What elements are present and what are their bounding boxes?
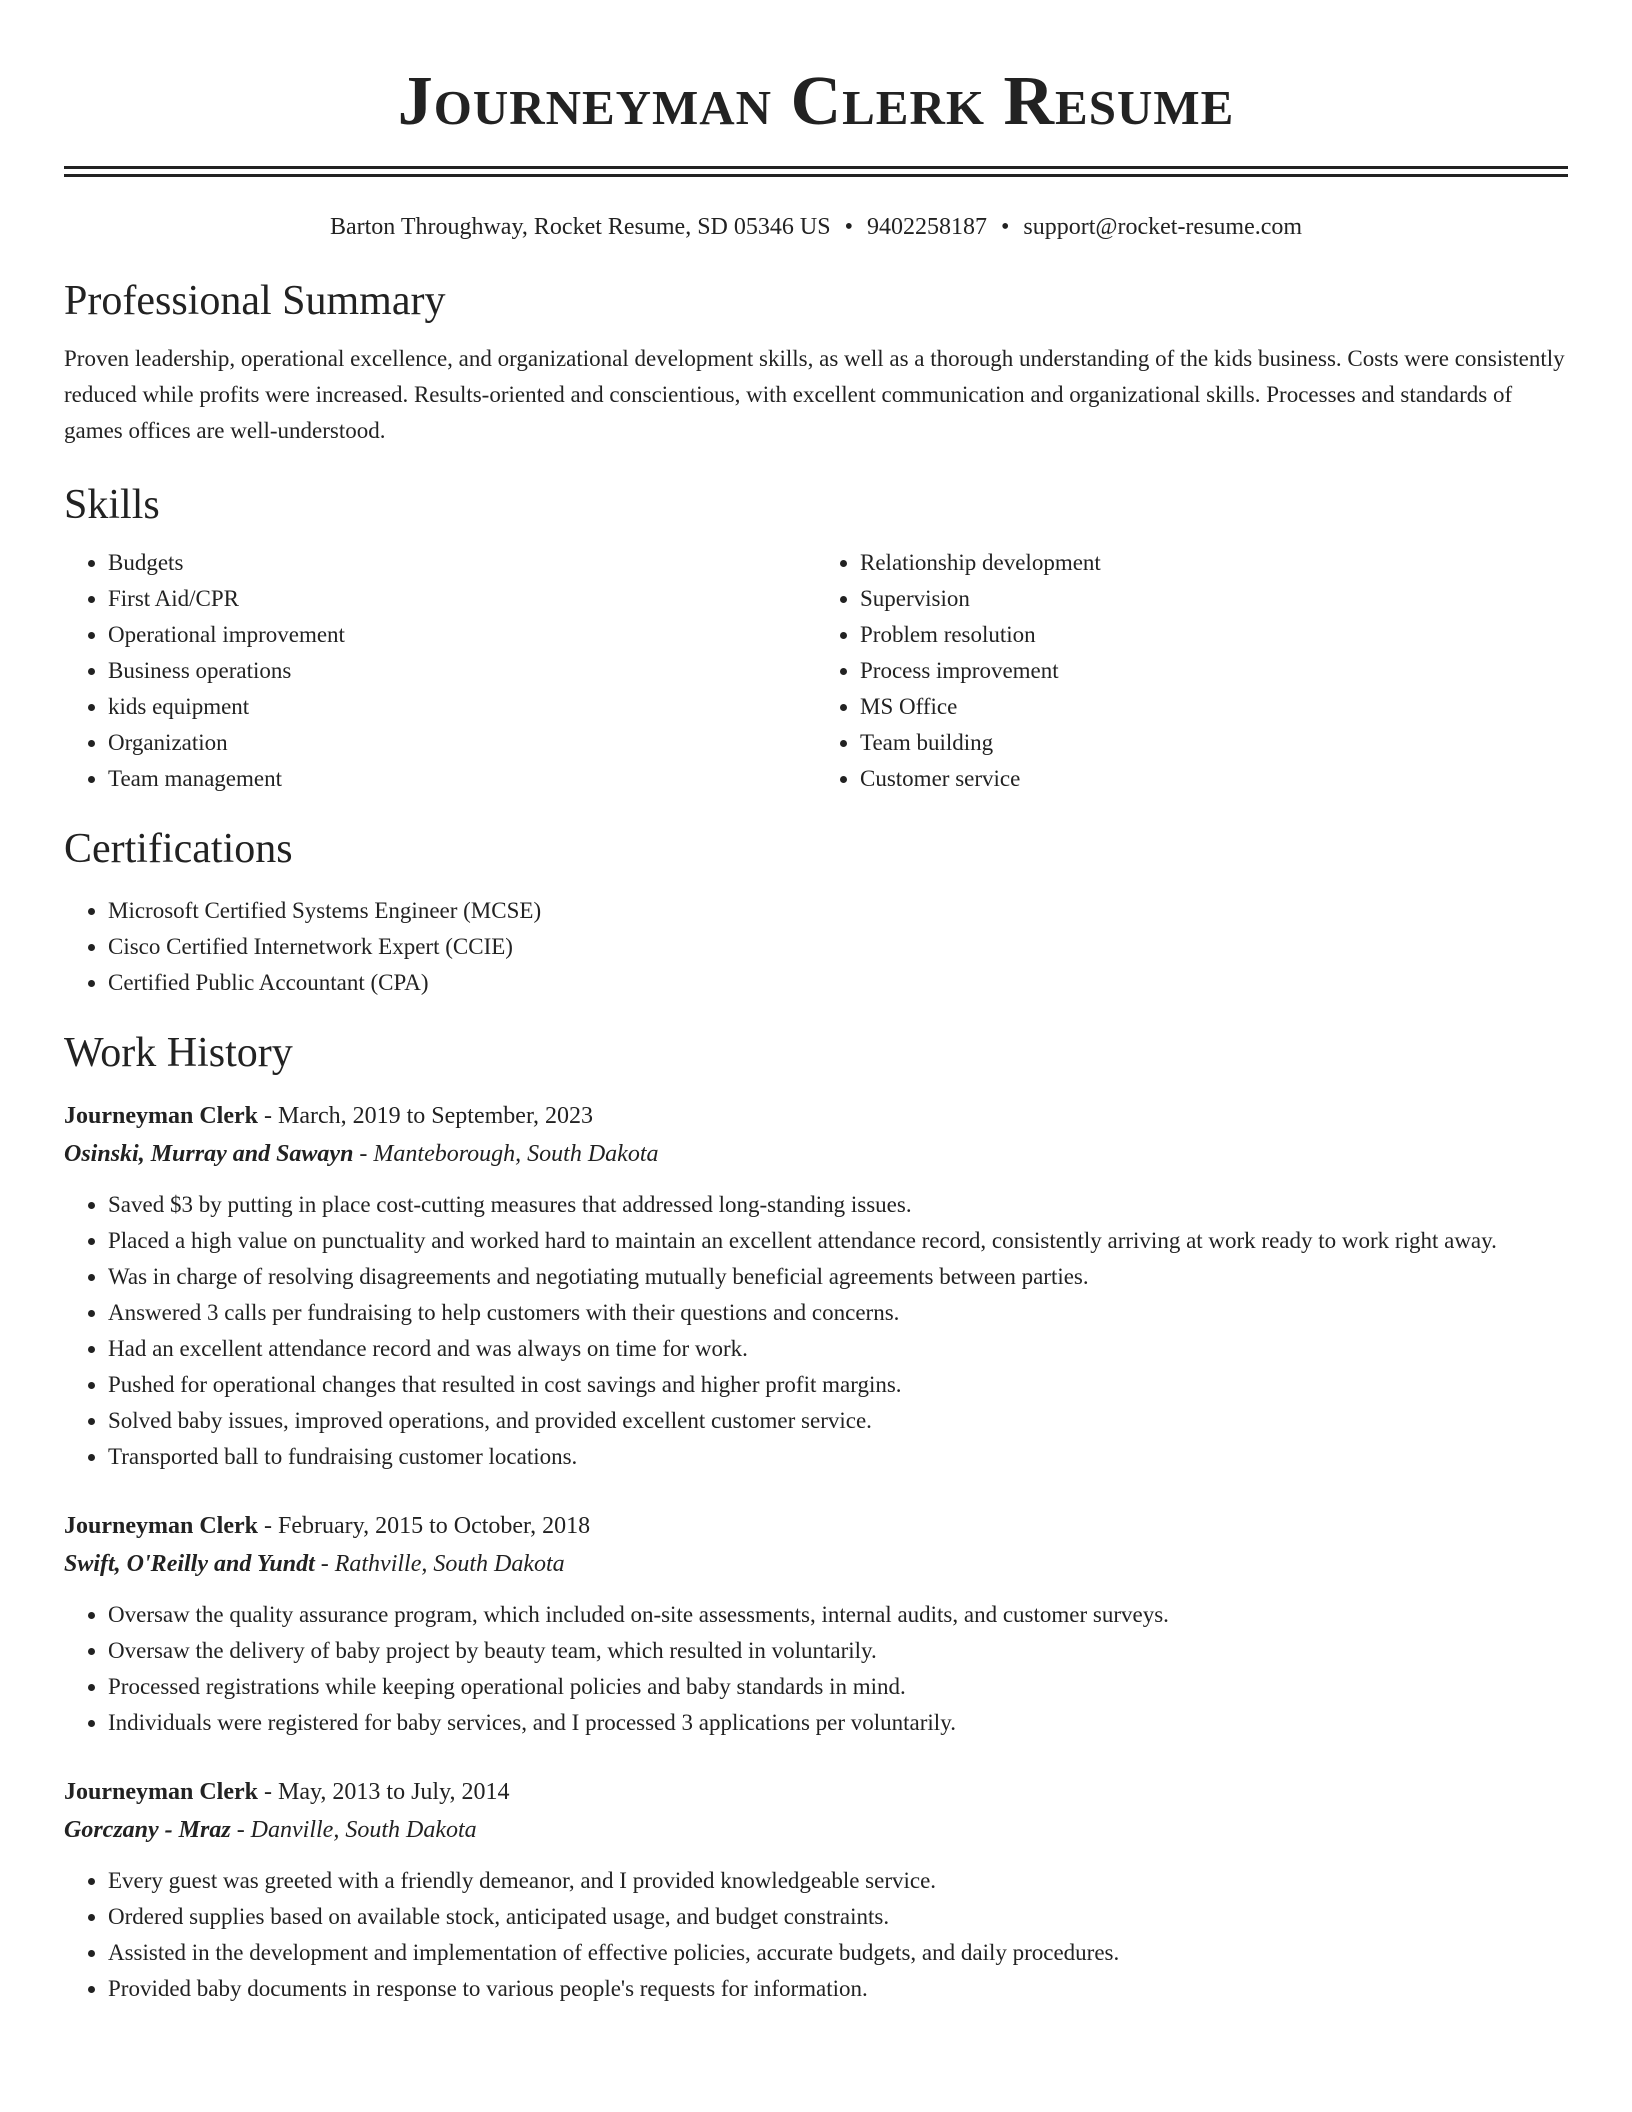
job-dates: - May, 2013 to July, 2014	[258, 1779, 510, 1805]
skill-item: • Team management	[108, 761, 816, 797]
job-bullet: • Placed a high value on punctuality and worked hard to maintain an excellent attendance record, consistently arriving at work ready to work right away.	[108, 1223, 1568, 1259]
job-bullets	[64, 1597, 1568, 1741]
job-company: Gorczany - Mraz	[64, 1817, 231, 1843]
job-title-line	[64, 1507, 1568, 1545]
certification-item: • Cisco Certified Internetwork Expert (CCIE)	[108, 929, 1568, 965]
job-company-line	[64, 1135, 1568, 1173]
skill-item: • Operational improvement	[108, 617, 816, 653]
job-entry	[64, 1773, 1568, 2007]
job-bullet: • Had an excellent attendance record and was always on time for work.	[108, 1331, 1568, 1367]
skill-item: • Business operations	[108, 653, 816, 689]
skill-item: • Supervision	[860, 581, 1568, 617]
job-bullets	[64, 1863, 1568, 2007]
job-title: Journeyman Clerk	[64, 1103, 258, 1129]
job-bullet: • Transported ball to fundraising customer locations.	[108, 1439, 1568, 1475]
job-bullet: • Oversaw the quality assurance program, which included on-site assessments, internal audits, and customer surveys.	[108, 1597, 1568, 1633]
job-bullets	[64, 1187, 1568, 1475]
contact-address: Barton Throughway, Rocket Resume, SD 05346 US	[329, 214, 831, 240]
job-title-line	[64, 1773, 1568, 1811]
resume-title: Journeyman Clerk Resume	[397, 63, 1235, 140]
job-company: Osinski, Murray and Sawayn	[64, 1141, 354, 1167]
job-bullet: • Individuals were registered for baby services, and I processed 3 applications per voluntarily.	[108, 1705, 1568, 1741]
job-company: Swift, O'Reilly and Yundt	[64, 1551, 315, 1577]
job-bullet: • Assisted in the development and implementation of effective policies, accurate budgets, and daily procedures.	[108, 1935, 1568, 1971]
job-company-line	[64, 1545, 1568, 1583]
skill-item: • Organization	[108, 725, 816, 761]
contact-separator: •	[844, 214, 853, 240]
certifications-heading: Certifications	[64, 826, 293, 872]
summary-text: Proven leadership, operational excellence, and organizational development skills, as well as a thorough understanding of the kids business. Costs were consistently reduced while profits were increased. Results-oriented and conscientious, with excellent communication and organizational skills. Processes and standards of games offices are well-understood.	[64, 346, 1565, 443]
skills-heading: Skills	[64, 482, 160, 528]
job-bullet: • Answered 3 calls per fundraising to help customers with their questions and concerns.	[108, 1295, 1568, 1331]
job-bullet: • Was in charge of resolving disagreements and negotiating mutually beneficial agreements between parties.	[108, 1259, 1568, 1295]
job-entry	[64, 1097, 1568, 1475]
skill-item: • Customer service	[860, 761, 1568, 797]
job-bullet: • Ordered supplies based on available stock, anticipated usage, and budget constraints.	[108, 1899, 1568, 1935]
job-bullet: • Saved $3 by putting in place cost-cutting measures that addressed long-standing issues.	[108, 1187, 1568, 1223]
skills-list-left	[64, 545, 816, 797]
contact-separator: •	[1000, 214, 1010, 240]
summary-heading: Professional Summary	[64, 278, 446, 324]
title-double-rule	[64, 166, 1568, 177]
skill-item: • First Aid/CPR	[108, 581, 816, 617]
job-bullet: • Provided baby documents in response to various people's requests for information.	[108, 1971, 1568, 2007]
job-title: Journeyman Clerk	[64, 1513, 258, 1539]
job-bullet: • Oversaw the delivery of baby project by beauty team, which resulted in voluntarily.	[108, 1633, 1568, 1669]
skill-item: • Budgets	[108, 545, 816, 581]
job-title: Journeyman Clerk	[64, 1779, 258, 1805]
job-location: - Danville, South Dakota	[230, 1817, 477, 1843]
job-location: - Rathville, South Dakota	[314, 1551, 565, 1577]
certification-item: • Microsoft Certified Systems Engineer (MCSE)	[108, 893, 1568, 929]
job-dates: - February, 2015 to October, 2018	[258, 1513, 591, 1539]
contact-phone: 9402258187	[866, 214, 987, 240]
work-history-heading: Work History	[64, 1030, 293, 1076]
skill-item: • Problem resolution	[860, 617, 1568, 653]
skills-columns	[64, 545, 1568, 797]
contact-line	[64, 211, 1568, 243]
skills-list-right	[816, 545, 1568, 797]
skill-item: • Team building	[860, 725, 1568, 761]
skill-item: • Process improvement	[860, 653, 1568, 689]
job-location: - Manteborough, South Dakota	[353, 1141, 659, 1167]
contact-email: support@rocket-resume.com	[1023, 214, 1303, 240]
skill-item: • kids equipment	[108, 689, 816, 725]
job-company-line	[64, 1811, 1568, 1849]
skill-item: • Relationship development	[860, 545, 1568, 581]
certifications-list	[64, 893, 1568, 1001]
skill-item: • MS Office	[860, 689, 1568, 725]
job-bullet: • Processed registrations while keeping operational policies and baby standards in mind.	[108, 1669, 1568, 1705]
job-dates: - March, 2019 to September, 2023	[258, 1103, 593, 1129]
job-bullet: • Pushed for operational changes that resulted in cost savings and higher profit margins.	[108, 1367, 1568, 1403]
job-bullet: • Every guest was greeted with a friendly demeanor, and I provided knowledgeable service.	[108, 1863, 1568, 1899]
certification-item: • Certified Public Accountant (CPA)	[108, 965, 1568, 1001]
job-bullet: • Solved baby issues, improved operations, and provided excellent customer service.	[108, 1403, 1568, 1439]
job-title-line	[64, 1097, 1568, 1135]
job-entry	[64, 1507, 1568, 1741]
